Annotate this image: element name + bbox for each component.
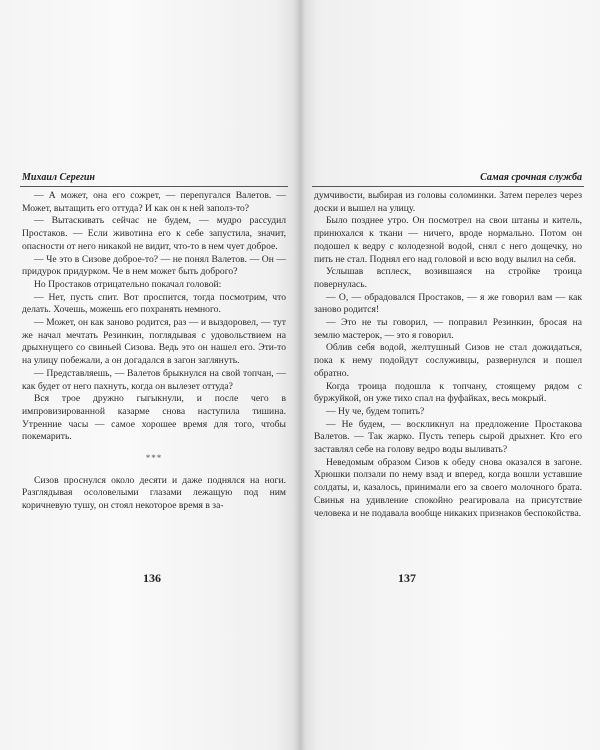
section-separator: *** <box>145 453 163 464</box>
header-rule <box>312 186 584 187</box>
paragraph: Но Простаков отрицательно покачал головой: <box>34 278 222 290</box>
paragraph: Неведомым образом Сизов к обеду снова оказался в загоне. Хрюшки ползали по нему взад и вперед, когда вошли уставшие солдаты, и, казалось, принимали его за своего молочного брата. Свинья на удивление спокойно реагировала на присутствие человека и не подавала вообще никаких признаков беспокойства. <box>314 456 582 519</box>
paragraph-continuation: думчивости, выбирая из головы соломинки. Затем перелез через доски и вышел на улицу. <box>314 190 582 214</box>
paragraph: Когда троица подошла к топчану, стоящему рядом с буржуйкой, он уже тихо спал на фуфайках, весь мокрый. <box>314 380 582 405</box>
paragraph: — О, — обрадовался Простаков, — я же говорил вам — как заново родится! <box>314 291 582 316</box>
right-page <box>300 0 600 750</box>
paragraph: — Ну че, будем топить? <box>326 405 425 417</box>
book-gutter <box>294 0 306 750</box>
paragraph: — Нет, пусть спит. Вот проспится, тогда посмотрим, что делать. Хочешь, можешь его похранять немного. <box>22 291 286 316</box>
page-number-left: 136 <box>143 571 161 585</box>
paragraph: Услышав всплеск, возившаяся на стройке троица повернулась. <box>314 266 582 290</box>
paragraph: — Че это в Сизове доброе-то? — не понял Валетов. — Он — придурок придурком. Че в нем может быть доброго? <box>22 253 286 278</box>
paragraph: — Это не ты говорил, — поправил Резинкин, бросая на землю мастерок, — это я говорил. <box>314 317 582 341</box>
paragraph: Было позднее утро. Он посмотрел на свои штаны и китель, принюхался к ткани — ничего, вроде нормально. Потом он подошел к ведру с колодезной водой, снял с него дощечку, но пить не стал. Поднял его над головой и всю воду вылил на себя. <box>314 215 582 265</box>
running-header-title: Самая срочная служба <box>480 172 582 183</box>
left-page-text <box>22 190 286 513</box>
paragraph: — Представляешь, — Валетов брыкнулся на свой топчан, — как будет от него пахнуть, когда он вылезет оттуда? <box>22 367 286 392</box>
paragraph: Сизов проснулся около десяти и даже поднялся на ноги. Разглядывая осоловелыми глазами лежащую под ним коричневую тушу, он стоял некоторое время в за- <box>22 474 286 512</box>
paragraph: — Вытаскивать сейчас не будем, — мудро рассудил Простаков. — Если животина его к себе запустила, значит, опасности от него никакой не видит, что-то в нем чует доброе. <box>22 215 286 252</box>
running-header-author: Михаил Серегин <box>22 172 95 183</box>
header-rule <box>20 186 288 187</box>
paragraph: Вся трое дружно гыгыкнули, и после чего в импровизированной казарме снова наступила тишина. Утренние часы — самое хорошее время для того, чтобы покемарить. <box>22 393 286 443</box>
paragraph: — А может, она его сожрет, — перепугался Валетов. — Может, вытащить его оттуда? И как он к ней заполз-то? <box>22 190 286 214</box>
right-page-text <box>314 190 582 520</box>
paragraph: — Может, он как заново родится, раз — и выздоровел, — тут же начал мечтать Резинкин, поглядывая с удовольствием на дрыхнущего со свиньей Сизова. Ведь это он нашел его. Эти-то на улицу побежали, а он догадался в загон заглянуть. <box>22 317 286 367</box>
paragraph: Облив себя водой, желтушный Сизов не стал дожидаться, пока к нему подойдут сослуживцы, развернулся и пошел обратно. <box>314 342 582 379</box>
paragraph: — Не будем, — воскликнул на предложение Простакова Валетов. — Так жарко. Пусть теперь сырой дрыхнет. Кто его заставлял себе на голову ведро воды выливать? <box>314 418 582 456</box>
page-number-right: 137 <box>398 571 416 585</box>
